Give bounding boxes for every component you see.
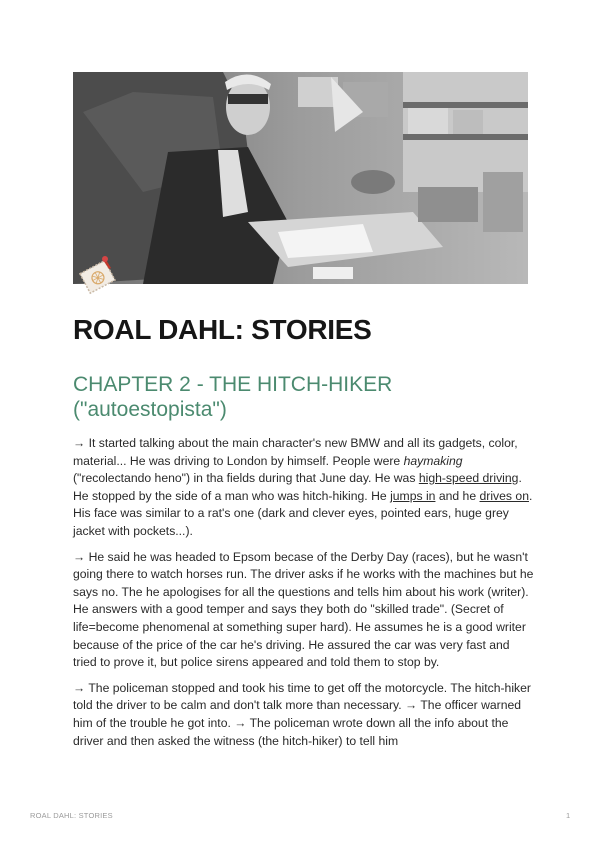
cover-photo bbox=[73, 72, 528, 284]
p1-text-e: . He stopped by the side of a man who was hitch-hiking. He bbox=[73, 471, 522, 503]
chapter-heading-line2: ("autoestopista") bbox=[73, 398, 227, 421]
chapter-body bbox=[73, 435, 535, 758]
p1-text-i: . His face was similar to a rat's one (dark and clever eyes, pointed ears, huge grey jacket with pockets...). bbox=[73, 488, 533, 538]
page-number: 1 bbox=[566, 811, 571, 820]
p1-text-a: → It started talking about the main character's new BMW and all its gadgets, color, material... He was driving to London by himself. People were bbox=[73, 436, 518, 468]
paragraph-1 bbox=[73, 435, 535, 541]
p1-text-g: and he bbox=[435, 488, 480, 503]
p1-underline-jumps-in: jumps in bbox=[390, 488, 436, 503]
p1-emphasis-haymaking: haymaking bbox=[403, 453, 463, 468]
p1-underline-drives-on: drives on bbox=[479, 488, 529, 503]
paragraph-3: → The policeman stopped and took his time to get off the motorcycle. The hitch-hiker told the driver to be calm and don't talk more than necessary. → The officer warned him of the trouble he got into. → The policeman wrote down all the info about the driver and then asked the witness (the hitch-hiker) to tell him bbox=[73, 680, 531, 748]
p1-underline-high-speed-driving: high-speed driving bbox=[418, 471, 519, 486]
p1-text-c: ("recolectando heno") in tha fields during that June day. He was bbox=[73, 471, 419, 486]
document-title: ROAL DAHL: STORIES bbox=[73, 314, 372, 345]
chapter-heading bbox=[73, 372, 533, 422]
paragraph-2: → He said he was headed to Epsom becase of the Derby Day (races), but he wasn't going there to watch horses run. The driver asks if he works with the machines but he says no. The he apologises for all the questions and tells him about his work (writer). He answers with a good temper and says they both do "skilled trade". (Secret of life=become phenomenal at something super hard). He assumes he is a good writer because of the price of the car he's driving. He assured the car was very fast and tried to prove it, but police sirens appeared and told them to stop by. bbox=[73, 549, 534, 670]
stamp-icon bbox=[75, 254, 119, 298]
chapter-heading-line1: CHAPTER 2 - THE HITCH-HIKER bbox=[73, 373, 393, 396]
footer-label: ROAL DAHL: STORIES bbox=[30, 811, 113, 820]
